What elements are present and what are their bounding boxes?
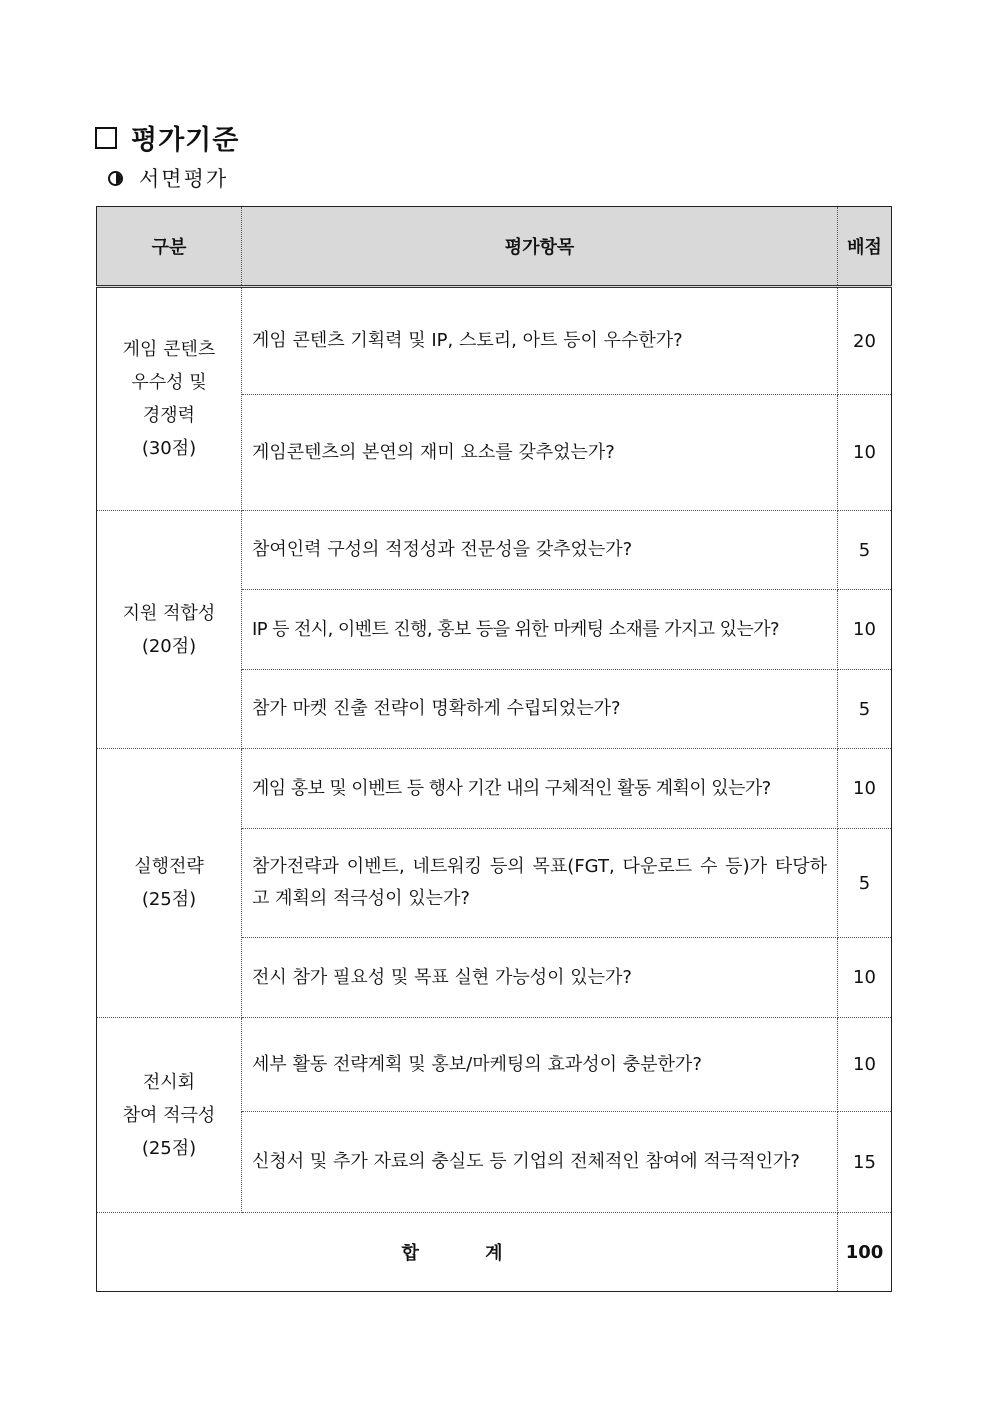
- header-category: 구분: [97, 207, 242, 287]
- header-score: 배점: [838, 207, 892, 287]
- item-score: 15: [838, 1112, 892, 1213]
- half-circle-bullet-icon: [108, 171, 123, 186]
- category-cell: [97, 1018, 242, 1213]
- item-score: 10: [838, 749, 892, 829]
- item-score: 5: [838, 511, 892, 590]
- category-label: 실행전략: [134, 856, 204, 877]
- item-text: IP 등 전시, 이벤트 진행, 홍보 등을 위한 마케팅 소재를 가지고 있는가?: [242, 590, 838, 670]
- category-cell: [97, 287, 242, 511]
- total-label: 합 계: [97, 1213, 838, 1292]
- category-points: (30점): [141, 438, 197, 459]
- category-label: 우수성 및: [131, 372, 207, 393]
- item-text: 게임 홍보 및 이벤트 등 행사 기간 내의 구체적인 활동 계획이 있는가?: [242, 749, 838, 829]
- category-cell: [97, 511, 242, 749]
- item-score: 10: [838, 590, 892, 670]
- category-cell: [97, 749, 242, 1018]
- item-score: 5: [838, 670, 892, 749]
- table-row: [97, 1018, 892, 1112]
- section-title: 평가기준: [131, 125, 240, 156]
- category-label: 전시회: [142, 1071, 196, 1093]
- table-header-row: [97, 207, 892, 287]
- subsection-heading: [108, 163, 228, 193]
- category-label: 지원 적합성: [122, 602, 216, 624]
- item-text: 참여인력 구성의 적정성과 전문성을 갖추었는가?: [242, 511, 838, 590]
- item-score: 5: [838, 829, 892, 938]
- item-text: 참가전략과 이벤트, 네트워킹 등의 목표(FGT, 다운로드 수 등)가 타당하고 계획의 적극성이 있는가?: [242, 829, 838, 938]
- subsection-title: 서면평가: [139, 167, 229, 191]
- category-label: 참여 적극성: [122, 1104, 216, 1126]
- evaluation-table: [96, 206, 892, 1292]
- category-points: (20점): [141, 635, 197, 657]
- category-points: (25점): [141, 1137, 197, 1159]
- item-score: 10: [838, 1018, 892, 1112]
- table-row: [97, 511, 892, 590]
- category-label: 경쟁력: [142, 405, 196, 426]
- item-text: 세부 활동 전략계획 및 홍보/마케팅의 효과성이 충분한가?: [242, 1018, 838, 1112]
- item-text: 전시 참가 필요성 및 목표 실현 가능성이 있는가?: [242, 938, 838, 1018]
- checkbox-square-icon: [95, 127, 117, 149]
- category-points: (25점): [141, 889, 197, 910]
- table-row: [97, 749, 892, 829]
- table-row: [97, 287, 892, 395]
- item-text: 게임콘텐츠의 본연의 재미 요소를 갖추었는가?: [242, 395, 838, 511]
- item-score: 10: [838, 395, 892, 511]
- item-text: 참가 마켓 진출 전략이 명확하게 수립되었는가?: [242, 670, 838, 749]
- total-score: 100: [838, 1213, 892, 1292]
- header-item: 평가항목: [242, 207, 838, 287]
- total-row: [97, 1213, 892, 1292]
- item-text: 게임 콘텐츠 기획력 및 IP, 스토리, 아트 등이 우수한가?: [242, 287, 838, 395]
- section-heading: [95, 118, 239, 157]
- item-score: 20: [838, 287, 892, 395]
- item-text: 신청서 및 추가 자료의 충실도 등 기업의 전체적인 참여에 적극적인가?: [242, 1112, 838, 1213]
- category-label: 게임 콘텐츠: [122, 339, 216, 360]
- item-score: 10: [838, 938, 892, 1018]
